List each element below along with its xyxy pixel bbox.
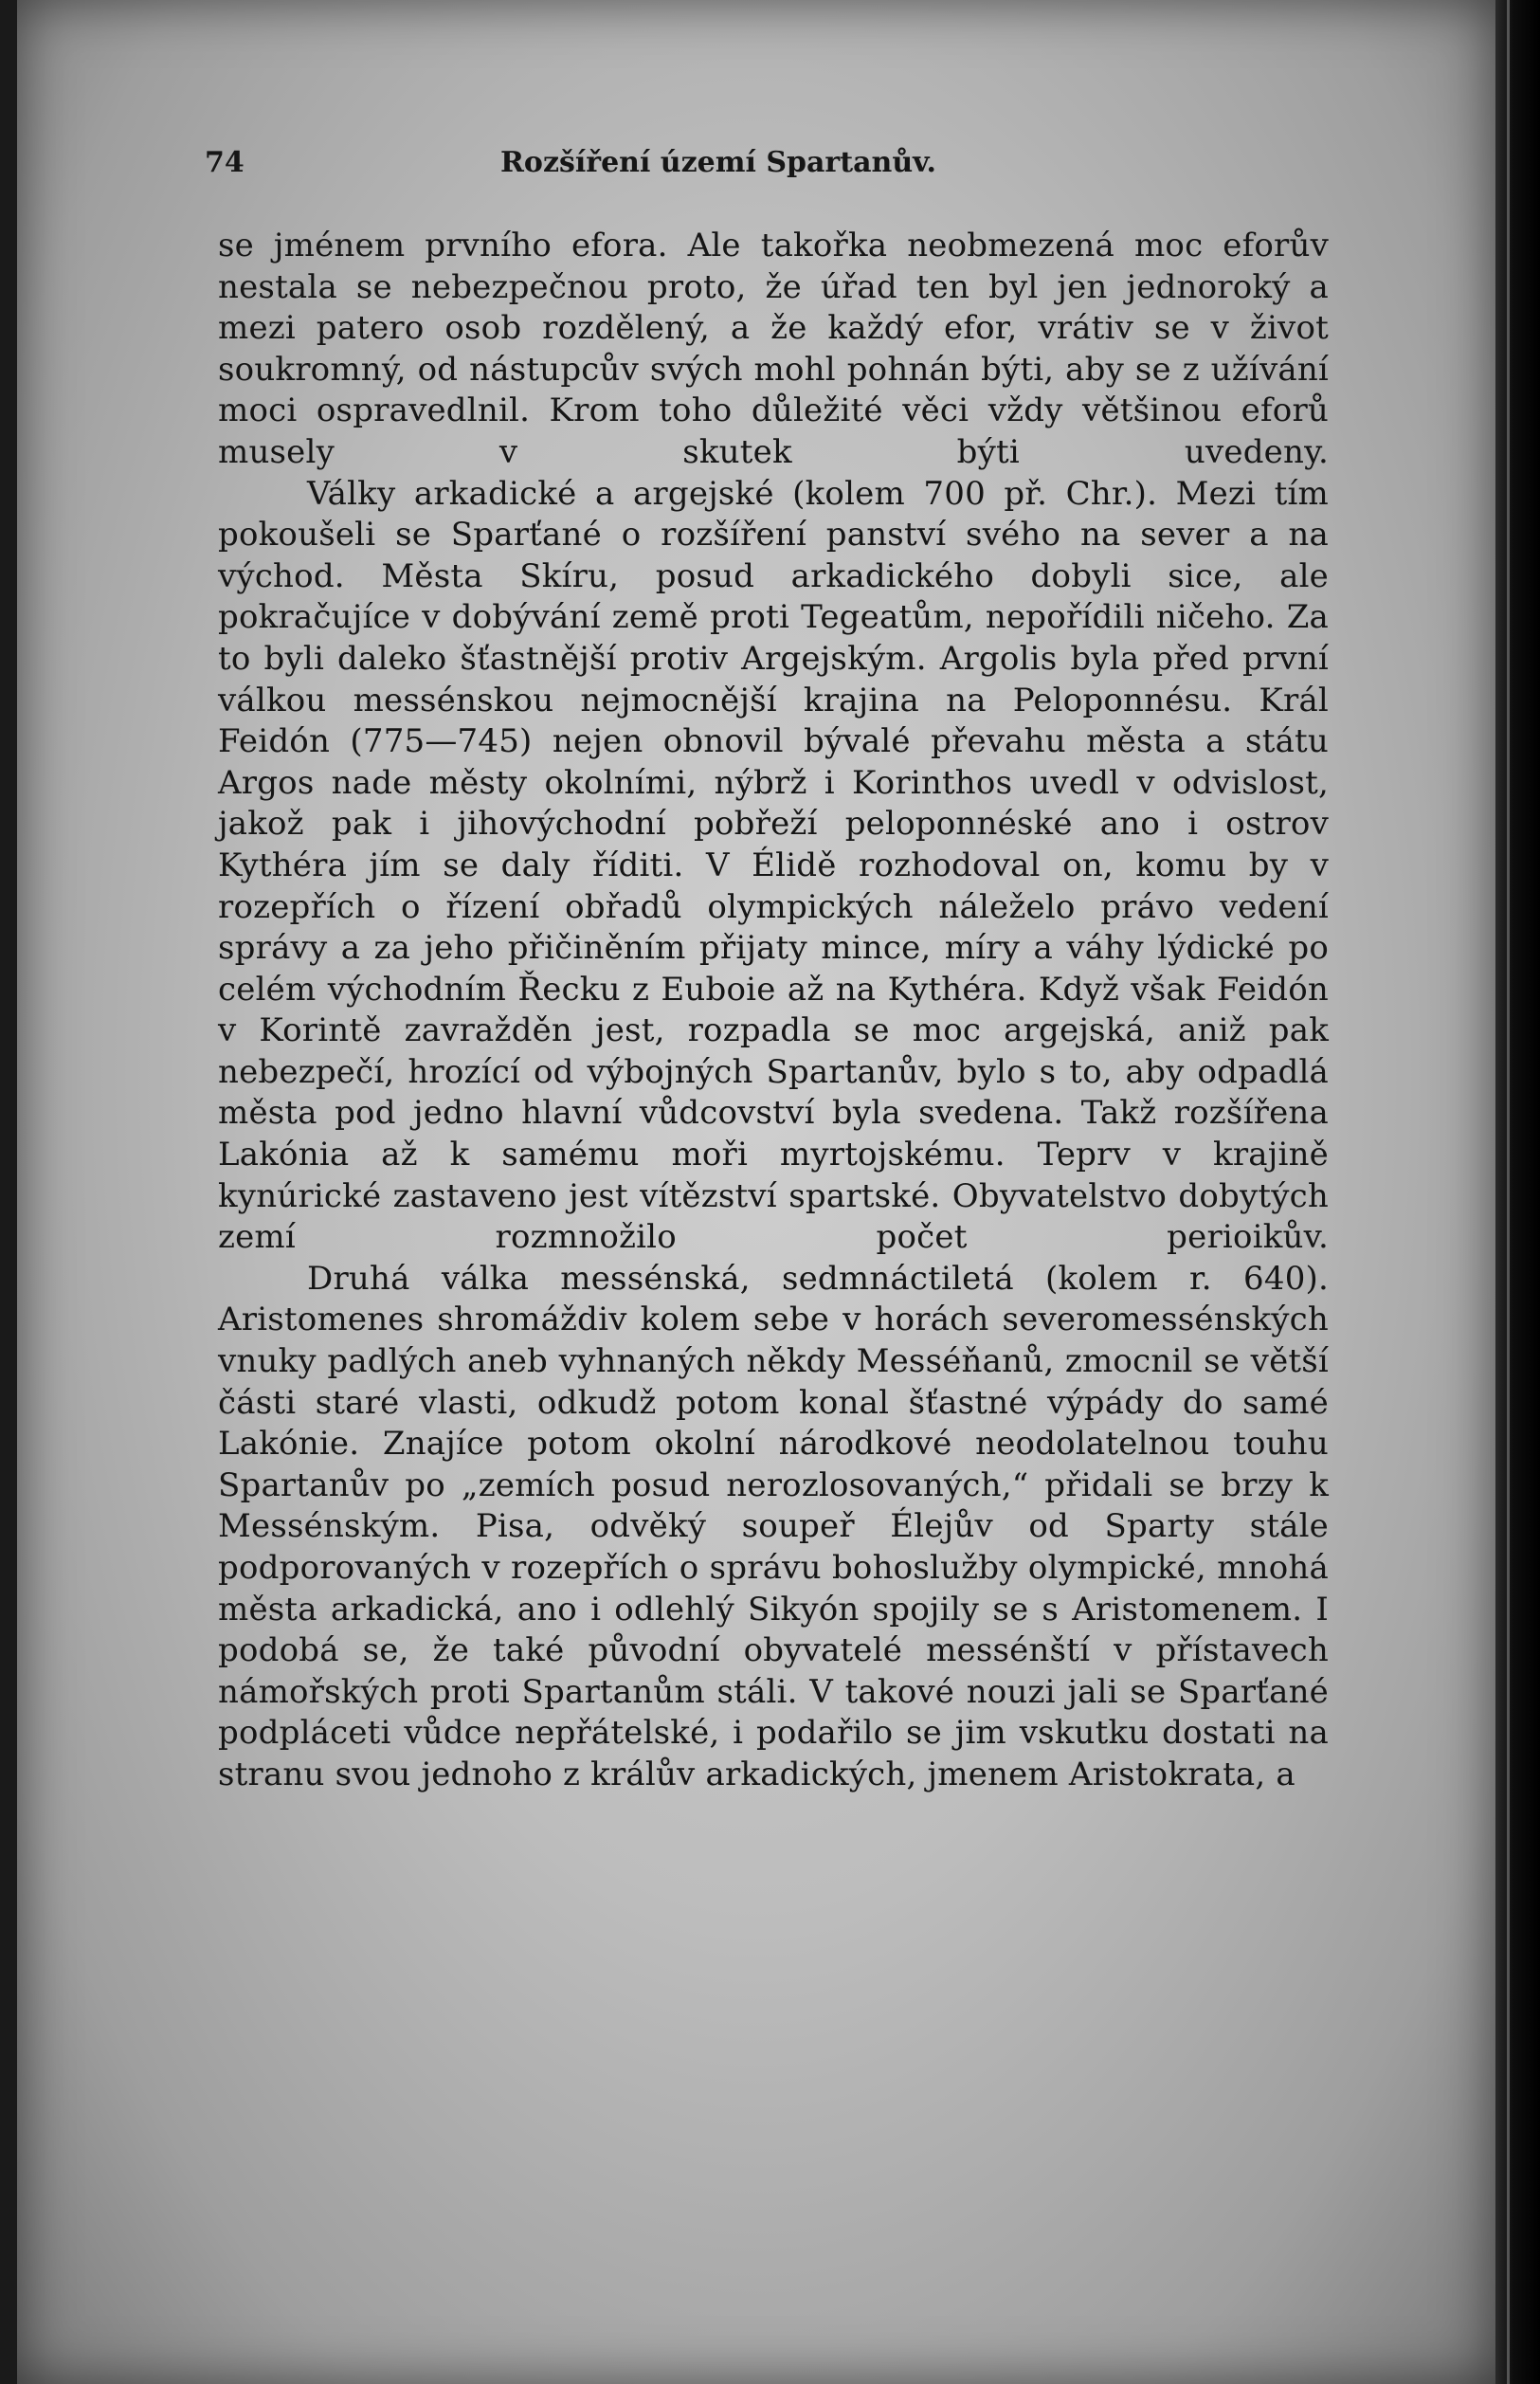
paragraph-second-messenian-war: Druhá válka messénská, sedmnáctiletá (kolem r. 640). Aristomenes shromáždiv kolem sebe v horách severomessénských vnuky padlých aneb vyhnaných někdy Messéňanů, zmocnil se větší části staré vlasti, odkudž potom konal šťastné výpády do samé Lakónie. Znajíce potom okolní národkové neodolatelnou touhu Spartanův po „zemích posud nerozlosovaných,“ přidali se brzy k Messénským. Pisa, odvěký soupeř Élejův od Sparty stále podporovaných v rozepřích o správu bohoslužby olympické, mnohá města arkadická, ano i odlehlý Sikyón spojily se s Aristomenem. I podobá se, že také původní obyvatelé messénští v přístavech námořských proti Spartanům stáli. V takové nouzi jali se Sparťané podpláceti vůdce nepřátelské, i podařilo se jim vskutku dostati na stranu svou jednoho z králův arkadických, jmenem Aristokrata, a bbox=[218, 1259, 1329, 1793]
page-edge-line bbox=[1507, 0, 1510, 2384]
paragraph-arcadian-argive-wars: Války arkadické a argejské (kolem 700 př. Chr.). Mezi tím pokoušeli se Sparťané o rozšíření panství svého na sever a na východ. Města Skíru, posud arkadického dobyli sice, ale pokračujíce v dobývání země proti Tegeatům, nepořídili ničeho. Za to byli daleko šťastnější protiv Argejským. Argolis byla před první válkou messénskou nejmocnější krajina na Peloponnésu. Král Feidón (775—745) nejen obnovil bývalé převahu města a státu Argos nade městy okolními, nýbrž i Korinthos uvedl v odvislost, jakož pak i jihovýchodní pobřeží peloponnéské ano i ostrov Kythéra jím se daly říditi. V Élidě rozhodoval on, komu by v rozepřích o řízení obřadů olympických náleželo právo vedení správy a za jeho přičiněním přijaty mince, míry a váhy lýdické po celém východním Řecku z Euboie až na Kythéra. Když však Feidón v Korintě zavražděn jest, rozpadla se moc argejská, aniž pak nebezpečí, hrozící od výbojných Spartanův, bylo s to, aby odpadlá města pod jedno hlavní vůdcovství byla svedena. Takž rozšířena Lakónia až k samému moři myrtojskému. Teprv v krajině kynúrické zastaveno jest vítězství spartské. Obyvatelstvo dobytých zemí rozmnožilo počet perioikův. bbox=[218, 474, 1329, 1257]
body-text bbox=[218, 226, 1329, 1796]
book-page bbox=[17, 0, 1495, 2384]
paragraph-ephors: se jménem prvního efora. Ale takořka neobmezená moc eforův nestala se nebezpečnou proto, že úřad ten byl jen jednoroký a mezi patero osob rozdělený, a že každý efor, vrátiv se v život soukromný, od nástupcův svých mohl pohnán býti, aby se z užívání moci ospravedlnil. Krom toho důležité věci vždy většinou eforů musely v skutek býti uvedeny. bbox=[218, 227, 1329, 471]
scan-edge bbox=[1495, 0, 1540, 2384]
page-number: 74 bbox=[205, 146, 245, 179]
running-title: Rozšíření území Spartanův. bbox=[500, 146, 936, 179]
running-header bbox=[205, 142, 1342, 184]
